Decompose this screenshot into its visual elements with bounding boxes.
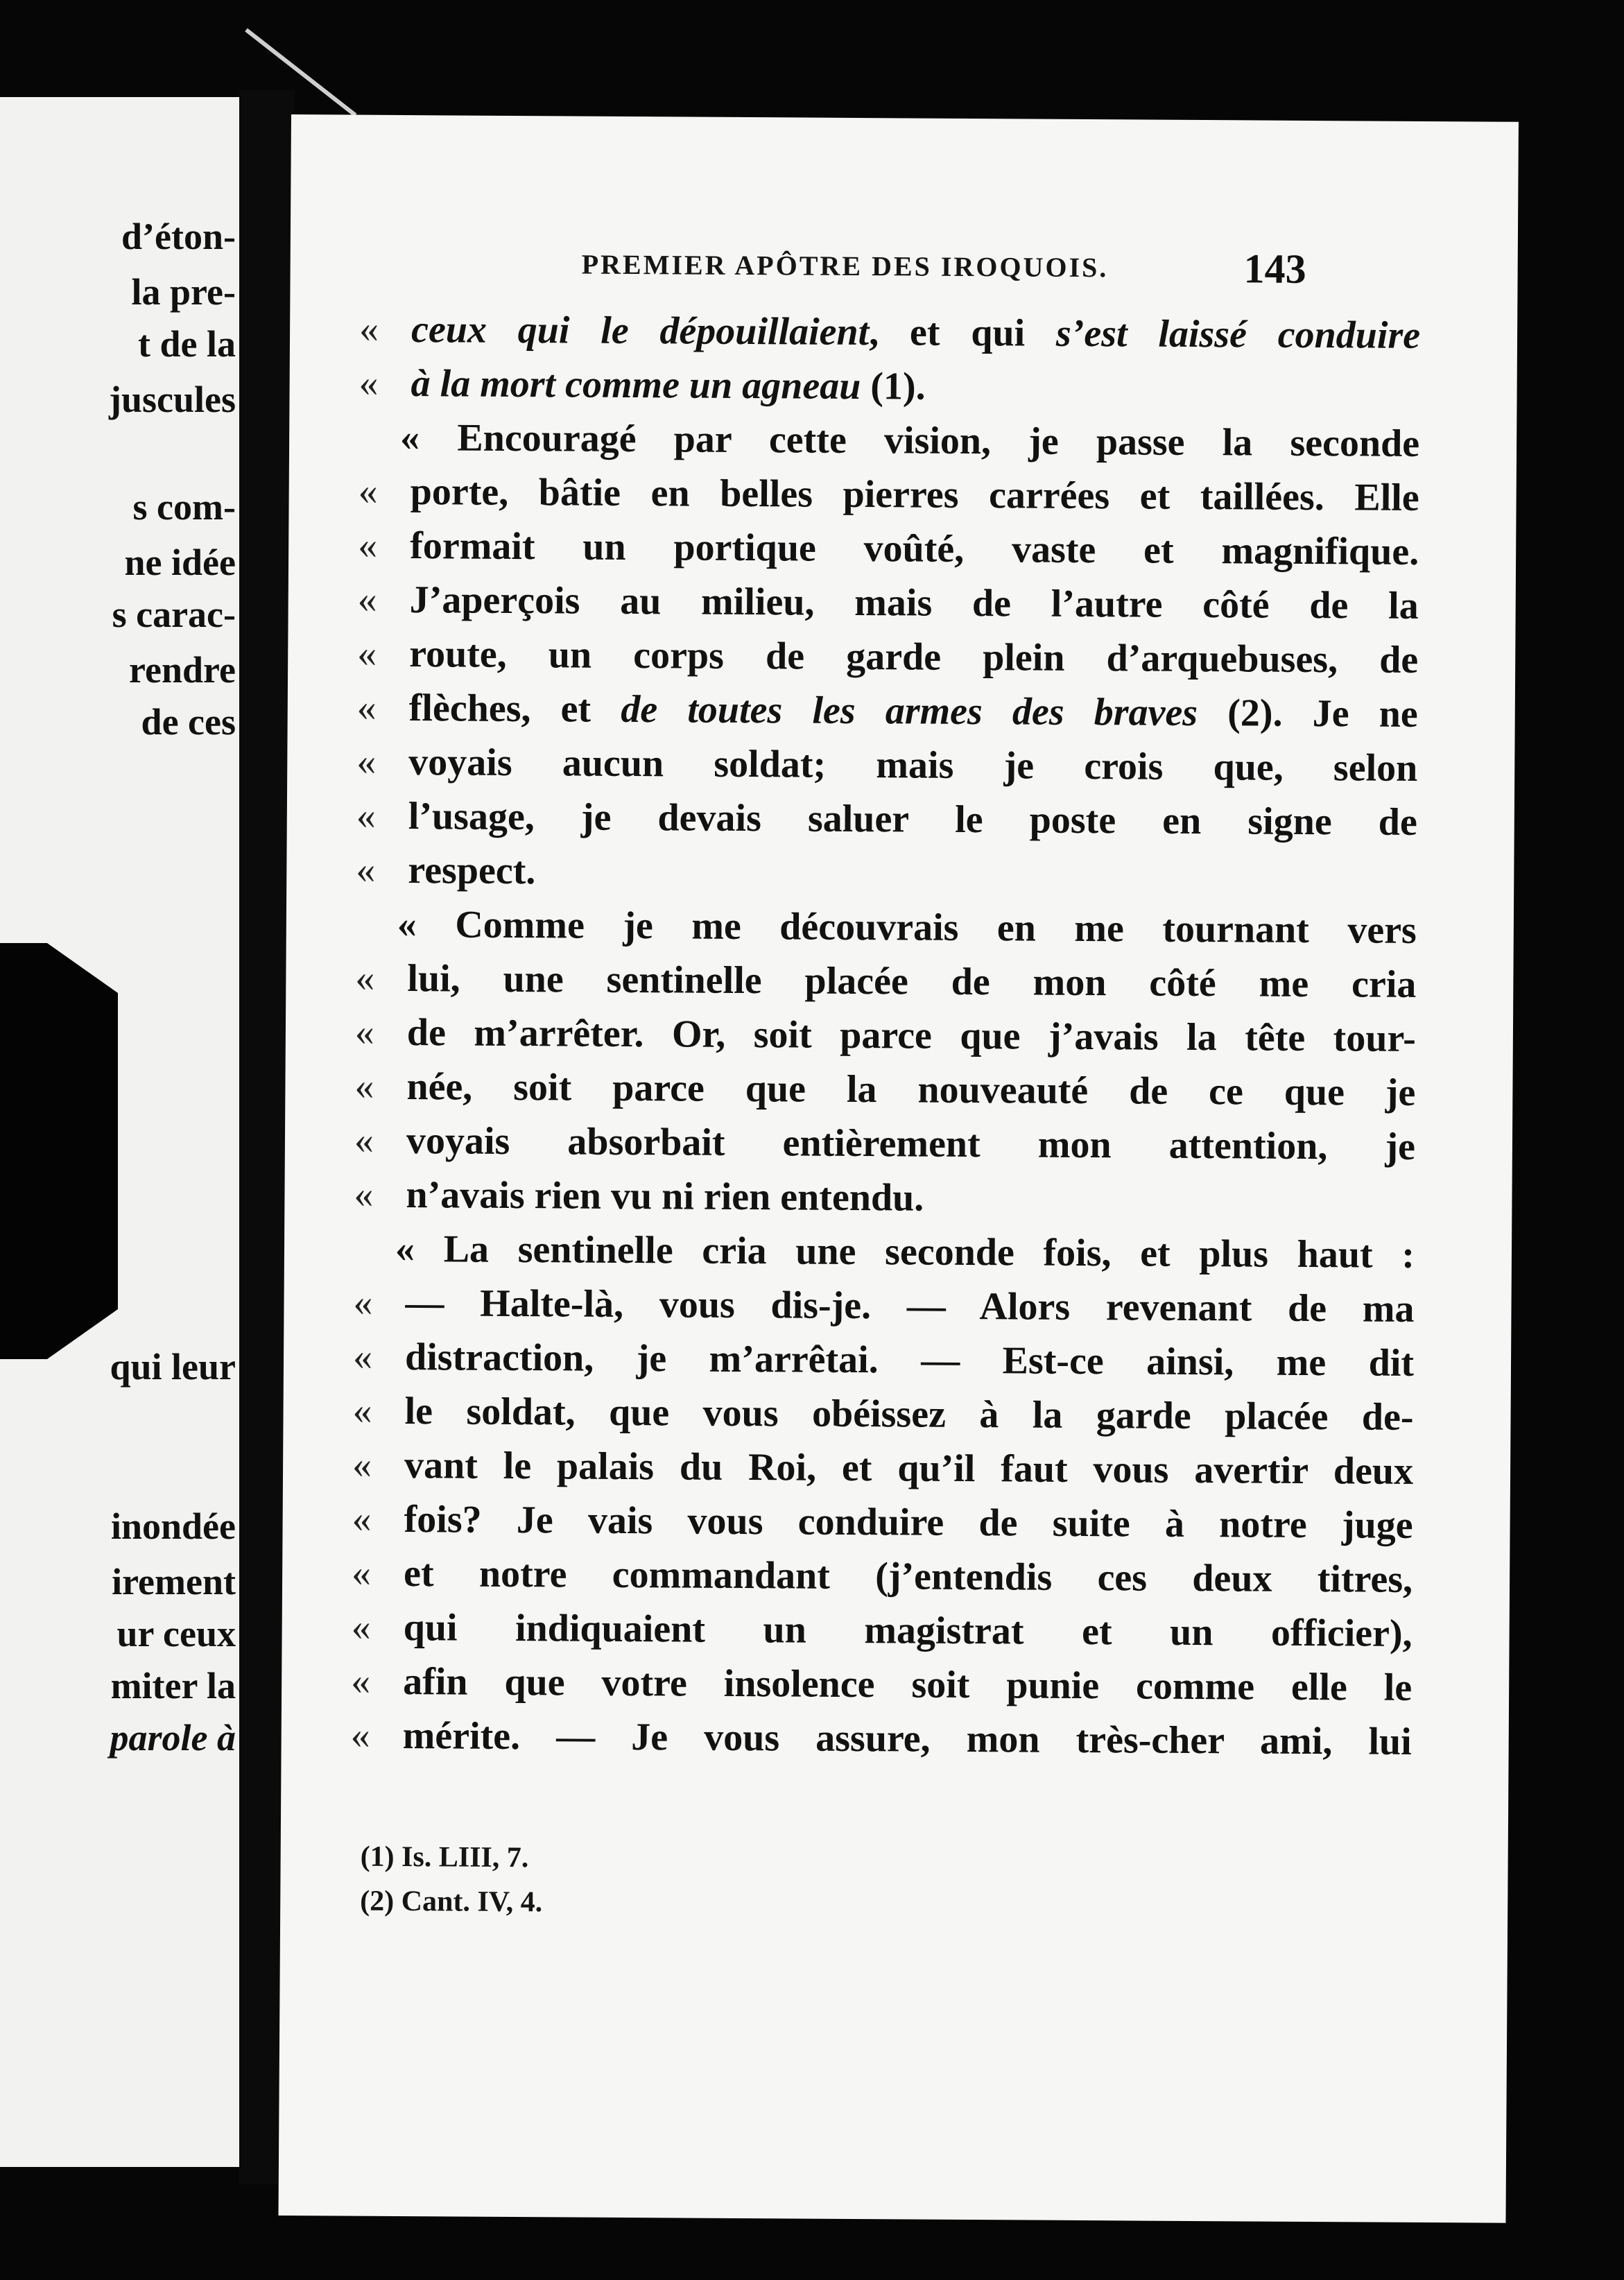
quote-mark: « bbox=[353, 1281, 373, 1324]
text-segment: J’aperçois au milieu, mais de l’autre côté de la bbox=[409, 578, 1419, 628]
line-text bbox=[406, 1114, 1415, 1174]
text-line bbox=[353, 1276, 1414, 1336]
text-line bbox=[358, 519, 1419, 579]
line-text bbox=[409, 681, 1418, 741]
line-text bbox=[411, 302, 1420, 363]
text-segment: mérite. — Je vous assure, mon très-cher ami, lui bbox=[402, 1714, 1412, 1763]
line-text bbox=[403, 1600, 1412, 1661]
line-text bbox=[408, 843, 1417, 904]
left-page-line: irement bbox=[112, 1561, 236, 1603]
text-segment: « Encouragé par cette vision, je passe la seconde bbox=[399, 415, 1420, 465]
text-line bbox=[357, 681, 1418, 741]
line-text bbox=[395, 1222, 1415, 1282]
text-segment: distraction, je m’arrêtai. — Est-ce ainsi, me dit bbox=[404, 1336, 1415, 1385]
text-segment: (2). Je ne bbox=[1197, 691, 1418, 736]
footnote: (1) Is. LIII, 7. bbox=[360, 1840, 529, 1874]
quote-mark: « bbox=[356, 848, 376, 892]
text-segment: le soldat, que vous obéissez à la garde placée de- bbox=[404, 1390, 1414, 1439]
text-line bbox=[350, 1709, 1411, 1769]
text-segment: porte, bâtie en belles pierres carrées et taillées. Elle bbox=[410, 470, 1419, 519]
text-segment: lui, une sentinelle placée de mon côté me cria bbox=[407, 957, 1417, 1006]
quote-mark: « bbox=[354, 1064, 374, 1108]
line-text bbox=[405, 1330, 1414, 1390]
left-page-line: t de la bbox=[138, 323, 236, 365]
text-segment: l’usage, je devais saluer le poste en signe de bbox=[408, 795, 1417, 844]
text-line bbox=[356, 789, 1417, 849]
left-page-dark-blot bbox=[0, 943, 118, 1359]
text-line bbox=[356, 897, 1417, 958]
text-segment: flèches, et bbox=[408, 686, 621, 731]
text-line bbox=[354, 1168, 1415, 1228]
line-text bbox=[409, 573, 1418, 633]
quote-mark: « bbox=[351, 1551, 372, 1595]
text-line bbox=[352, 1492, 1413, 1553]
quote-mark: « bbox=[351, 1605, 371, 1649]
line-text bbox=[409, 627, 1418, 687]
line-text bbox=[397, 897, 1417, 958]
quote-mark: « bbox=[356, 740, 377, 784]
quote-mark: « bbox=[359, 361, 379, 405]
text-segment: formait un portique voûté, vaste et magnifique. bbox=[410, 524, 1419, 573]
line-text bbox=[405, 1276, 1414, 1336]
text-line bbox=[352, 1438, 1413, 1499]
text-line bbox=[359, 411, 1419, 471]
text-segment: afin que votre insolence soit punie comme elle le bbox=[403, 1660, 1413, 1709]
italic-text-segment: s’est laissé conduire bbox=[1055, 311, 1421, 357]
text-segment: , et qui bbox=[869, 311, 1057, 355]
line-text bbox=[400, 411, 1419, 471]
left-page-fragment bbox=[0, 97, 250, 2167]
quote-mark: « bbox=[351, 1659, 371, 1703]
line-text bbox=[410, 519, 1419, 579]
text-segment: qui indiquaient un magistrat et un officier), bbox=[403, 1606, 1413, 1655]
text-segment: — Halte-là, vous dis-je. — Alors revenant de ma bbox=[405, 1281, 1415, 1331]
text-segment: « La sentinelle cria une seconde fois, et plus haut : bbox=[395, 1227, 1415, 1277]
text-segment: respect. bbox=[408, 849, 536, 893]
text-line bbox=[354, 1060, 1415, 1120]
text-segment: n’avais rien vu ni rien entendu. bbox=[406, 1173, 924, 1220]
line-text bbox=[402, 1709, 1411, 1769]
text-line bbox=[355, 951, 1416, 1012]
quote-mark: « bbox=[350, 1713, 370, 1757]
text-line bbox=[357, 627, 1418, 687]
text-line bbox=[355, 1005, 1416, 1066]
line-text bbox=[408, 735, 1417, 795]
text-segment: voyais absorbait entièrement mon attention, je bbox=[406, 1119, 1416, 1168]
quote-mark: « bbox=[352, 1389, 372, 1433]
quote-mark: « bbox=[357, 578, 377, 621]
text-line bbox=[354, 1114, 1415, 1174]
page-number: 143 bbox=[1243, 245, 1306, 292]
left-page-line: rendre bbox=[129, 649, 236, 691]
quote-mark: « bbox=[352, 1497, 372, 1541]
line-text bbox=[404, 1384, 1413, 1444]
text-segment: de m’arrêter. Or, soit parce que j’avais la tête tour- bbox=[406, 1011, 1417, 1060]
quote-mark: « bbox=[357, 632, 377, 675]
text-line bbox=[353, 1330, 1414, 1390]
italic-text-segment: ceux qui le dépouillaient bbox=[411, 308, 870, 354]
text-segment: fois? Je vais vous conduire de suite à notre juge bbox=[404, 1498, 1413, 1547]
text-segment: (1). bbox=[861, 365, 926, 408]
footnote: (2) Cant. IV, 4. bbox=[360, 1885, 543, 1919]
text-line bbox=[352, 1384, 1413, 1444]
line-text bbox=[408, 789, 1417, 849]
left-page-line: parole à bbox=[110, 1717, 236, 1759]
line-text bbox=[404, 1546, 1413, 1607]
text-line bbox=[357, 573, 1418, 633]
footnotes bbox=[360, 1835, 846, 1926]
quote-mark: « bbox=[354, 1119, 374, 1162]
left-page-line: ne idée bbox=[124, 542, 236, 583]
left-page-line: qui leur bbox=[110, 1346, 236, 1388]
quote-mark: « bbox=[354, 1173, 374, 1216]
text-segment: née, soit parce que la nouveauté de ce que je bbox=[406, 1065, 1416, 1114]
text-segment: « Comme je me découvrais en me tournant vers bbox=[397, 902, 1417, 952]
quote-mark: « bbox=[356, 794, 377, 838]
text-segment: et notre commandant (j’entendis ces deux titres, bbox=[403, 1552, 1413, 1601]
left-page-line: miter la bbox=[110, 1665, 236, 1707]
text-line bbox=[359, 356, 1419, 417]
text-line bbox=[352, 1546, 1413, 1607]
line-text bbox=[403, 1655, 1412, 1715]
line-text bbox=[407, 951, 1416, 1012]
text-line bbox=[356, 735, 1417, 795]
text-line bbox=[351, 1600, 1412, 1661]
left-page-line: de ces bbox=[141, 701, 236, 743]
text-line bbox=[351, 1655, 1412, 1715]
quote-mark: « bbox=[354, 1010, 375, 1054]
book-page bbox=[278, 114, 1518, 2223]
text-segment: voyais aucun soldat; mais je crois que, selon bbox=[408, 741, 1418, 790]
line-text bbox=[407, 1005, 1416, 1066]
quote-mark: « bbox=[356, 686, 377, 729]
running-head: PREMIER APÔTRE DES IROQUOIS. bbox=[581, 248, 1109, 284]
quote-mark: « bbox=[355, 956, 375, 1000]
left-page-line: juscules bbox=[108, 379, 236, 420]
line-text bbox=[410, 465, 1419, 525]
text-segment: vant le palais du Roi, et qu’il faut vous avertir deux bbox=[404, 1444, 1414, 1493]
italic-text-segment: de toutes les armes des braves bbox=[621, 687, 1198, 735]
left-page-line: inondée bbox=[110, 1505, 236, 1547]
line-text bbox=[406, 1060, 1415, 1120]
left-page-line: ur ceux bbox=[116, 1613, 236, 1655]
line-text bbox=[404, 1438, 1413, 1499]
body-text bbox=[350, 302, 1420, 1769]
line-text bbox=[404, 1492, 1413, 1553]
quote-mark: « bbox=[352, 1443, 372, 1487]
line-text bbox=[406, 1168, 1415, 1228]
quote-mark: « bbox=[359, 307, 379, 351]
text-line bbox=[359, 302, 1420, 363]
left-page-line: la pre- bbox=[131, 271, 236, 313]
left-page-line: s com- bbox=[132, 486, 236, 528]
left-page-line: d’éton- bbox=[121, 216, 236, 257]
quote-mark: « bbox=[358, 524, 378, 567]
italic-text-segment: à la mort comme un agneau bbox=[411, 362, 861, 408]
quote-mark: « bbox=[352, 1335, 373, 1379]
text-line bbox=[358, 465, 1419, 525]
line-text bbox=[411, 356, 1419, 417]
quote-mark: « bbox=[358, 469, 378, 513]
text-line bbox=[356, 843, 1417, 904]
text-segment: route, un corps de garde plein d’arquebuses, de bbox=[409, 632, 1419, 682]
text-line bbox=[354, 1222, 1415, 1282]
left-page-line: s carac- bbox=[112, 594, 236, 635]
